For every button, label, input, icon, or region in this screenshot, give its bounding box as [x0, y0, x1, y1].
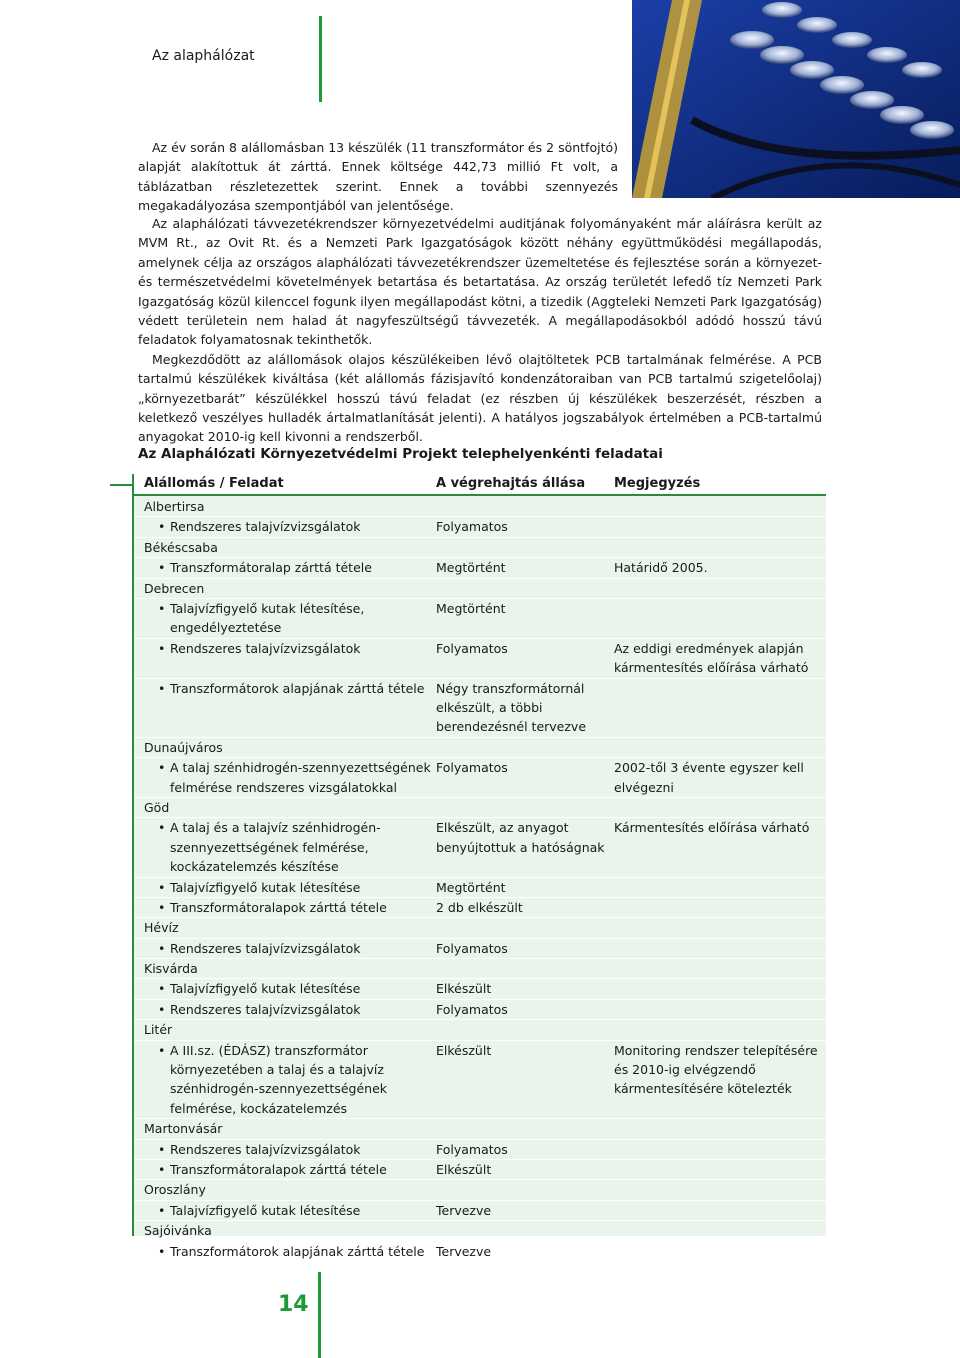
- site-row: Martonvásár: [134, 1119, 826, 1139]
- bullet-icon: •: [158, 1141, 166, 1157]
- status-cell: Elkészült, az anyagot benyújtottuk a hatóságnak: [436, 820, 605, 855]
- status-cell: Elkészült: [436, 1162, 492, 1177]
- task-row: [134, 517, 826, 537]
- task-cell: [156, 1160, 440, 1179]
- status-cell: Folyamatos: [436, 760, 508, 776]
- task-text: Rendszeres talajvízvizsgálatok: [170, 1141, 361, 1157]
- insulator-photo: [632, 0, 960, 198]
- header-divider: [319, 16, 322, 102]
- task-row: [134, 758, 826, 798]
- task-cell: [156, 558, 440, 577]
- task-cell: [156, 1201, 440, 1220]
- task-row: [134, 1242, 826, 1262]
- status-cell: Tervezve: [436, 1202, 492, 1218]
- task-row: [134, 878, 826, 898]
- task-text: A talaj és a talajvíz szénhidrogén-szennyezettségének felmérése, kockázatelemzés készítése: [170, 820, 381, 875]
- task-text: A III.sz. (ÉDÁSZ) transzformátor környezetében a talaj és a talajvíz szénhidrogén-szennyezettségének felmérése, kockázatelemzés: [170, 1042, 388, 1116]
- site-row: Litér: [134, 1020, 826, 1040]
- task-cell: [156, 939, 440, 958]
- status-cell: Folyamatos: [436, 519, 508, 535]
- site-row: Kisvárda: [134, 959, 826, 979]
- task-text: Rendszeres talajvízvizsgálatok: [170, 940, 361, 956]
- task-row: [134, 1041, 826, 1120]
- header-col-status: A végrehajtás állása: [436, 476, 586, 491]
- status-cell: Folyamatos: [436, 940, 508, 956]
- task-text: Transzformátoralapok zárttá tétele: [170, 899, 387, 915]
- body-paragraph-2: Megkezdődött az alállomások olajos készülékeiben lévő olajtöltetek PCB tartalmának felmérése. A PCB tartalmú készülékek kiváltása (két alállomás fázisjavító kondenzátoraiban van PCB tartalmú szigetelőolaj) „környezetbarát” készülékkel hosszú távú feladat (ez részben új készülékek beszerzését, részben a keletkező veszélyes hulladék ártalmatlanítását jelenti). A hatályos jogszabályok értelmében a PCB-tartalmú anyagokat 2010-ig kell kivonni a rendszerből.: [138, 351, 822, 445]
- task-row: [134, 1160, 826, 1180]
- status-cell: Elkészült: [436, 981, 492, 997]
- note-cell: Monitoring rendszer telepítésére és 2010-ig elvégzendő kármentesítésére kötelezték: [614, 1042, 818, 1097]
- task-text: Talajvízfigyelő kutak létesítése: [170, 879, 361, 895]
- task-row: [134, 1201, 826, 1221]
- bullet-icon: •: [158, 879, 166, 895]
- body-paragraph-1: Az alaphálózati távvezetékrendszer környezetvédelmi auditjának folyományaként már aláírásra került az MVM Rt., az Ovit Rt. és a Nemzeti Park Igazgatóságok között néhány együttműködési megállapodás, amelynek célja az országos alaphálózati távvezetékrendszer üzemeltetése és fejlesztése során a környezet- és természetvédelmi követelmények betartása és betartatása. Az ország területét lefedő tíz Nemzeti Park Igazgatóság közül kilenccel fogunk ilyen megállapodást kötni, a tizedik (Aggteleki Nemzeti Park Igazgatóság) védett területein nem halad át nagyfeszültségű távvezeték. A megállapodásokból adódó hosszú távú feladatok folyamatosnak tekinthetők.: [138, 216, 822, 348]
- status-cell: Tervezve: [436, 1243, 492, 1259]
- task-cell: [156, 1041, 440, 1119]
- task-text: Talajvízfigyelő kutak létesítése: [170, 1202, 361, 1218]
- status-cell: Folyamatos: [436, 1141, 508, 1157]
- task-row: [134, 898, 826, 918]
- task-cell: [156, 679, 440, 698]
- task-row: [134, 679, 826, 738]
- bullet-icon: •: [158, 600, 166, 616]
- task-text: Transzformátorok alapjának zárttá tétele: [170, 680, 425, 696]
- header-col-task: Alállomás / Feladat: [144, 476, 284, 491]
- site-row: Hévíz: [134, 918, 826, 938]
- task-cell: [156, 1242, 440, 1261]
- site-row: Oroszlány: [134, 1180, 826, 1200]
- task-text: Transzformátoralap zárttá tétele: [170, 560, 372, 576]
- header-col-note: Megjegyzés: [614, 476, 701, 491]
- status-cell: 2 db elkészült: [436, 899, 523, 915]
- task-text: Transzformátorok alapjának zárttá tétele: [170, 1243, 425, 1259]
- note-cell: Kármentesítés előírása várható: [614, 820, 810, 836]
- task-cell: [156, 517, 440, 536]
- bullet-icon: •: [158, 1202, 166, 1218]
- status-cell: Négy transzformátornál elkészült, a többi berendezésnél tervezve: [436, 680, 587, 735]
- bullet-icon: •: [158, 560, 166, 576]
- site-row: Sajóivánka: [134, 1221, 826, 1241]
- table-header: [134, 474, 826, 496]
- site-row: Debrecen: [134, 579, 826, 599]
- status-cell: Megtörtént: [436, 600, 506, 616]
- intro-paragraph: Az év során 8 alállomásban 13 készülék (11 transzformátor és 2 söntfojtó) alapját alakítottuk át zárttá. Ennek költsége 442,73 millió Ft volt, a táblázatban részletezettek szerint. Ennek a további szennyezés megakadályozása szempontjából van jelentősége.: [138, 140, 618, 214]
- bullet-icon: •: [158, 899, 166, 915]
- site-row: Göd: [134, 798, 826, 818]
- task-text: A talaj szénhidrogén-szennyezettségének felmérése rendszeres vizsgálatokkal: [170, 760, 431, 795]
- table-body: [134, 497, 826, 1262]
- task-cell: [156, 599, 440, 638]
- task-row: [134, 639, 826, 679]
- status-cell: Elkészült: [436, 1042, 492, 1058]
- status-cell: Folyamatos: [436, 640, 508, 656]
- insulator-photo-graphic: [632, 0, 960, 198]
- bullet-icon: •: [158, 680, 166, 696]
- task-text: Talajvízfigyelő kutak létesítése: [170, 981, 361, 997]
- bullet-icon: •: [158, 519, 166, 535]
- task-text: Rendszeres talajvízvizsgálatok: [170, 1001, 361, 1017]
- intro-text: [138, 138, 618, 216]
- bullet-icon: •: [158, 1243, 166, 1259]
- task-cell: [156, 758, 440, 797]
- note-cell: 2002-től 3 évente egyszer kell elvégezni: [614, 760, 804, 795]
- bullet-icon: •: [158, 1162, 166, 1177]
- status-cell: Megtörtént: [436, 879, 506, 895]
- task-row: [134, 1140, 826, 1160]
- site-row: Békéscsaba: [134, 538, 826, 558]
- tasks-table: [132, 474, 826, 1259]
- note-cell: Határidő 2005.: [614, 560, 708, 576]
- task-text: Rendszeres talajvízvizsgálatok: [170, 640, 361, 656]
- bullet-icon: •: [158, 940, 166, 956]
- task-row: [134, 558, 826, 578]
- task-row: [134, 599, 826, 639]
- task-cell: [156, 878, 440, 897]
- status-cell: Megtörtént: [436, 560, 506, 576]
- task-cell: [156, 1140, 440, 1159]
- site-row: Albertirsa: [134, 497, 826, 517]
- page-header-title: Az alaphálózat: [152, 48, 255, 64]
- bullet-icon: •: [158, 640, 166, 656]
- task-cell: [156, 1000, 440, 1019]
- body-text: [138, 214, 822, 447]
- task-cell: [156, 818, 440, 876]
- task-text: Transzformátoralapok zárttá tétele: [170, 1162, 387, 1177]
- status-cell: Folyamatos: [436, 1001, 508, 1017]
- table-left-accent: [110, 484, 134, 486]
- bullet-icon: •: [158, 760, 166, 776]
- bullet-icon: •: [158, 1042, 166, 1058]
- task-text: Talajvízfigyelő kutak létesítése, engedélyeztetése: [170, 600, 365, 636]
- bullet-icon: •: [158, 981, 166, 997]
- bullet-icon: •: [158, 1001, 166, 1017]
- site-row: Dunaújváros: [134, 738, 826, 758]
- table-title: Az Alaphálózati Környezetvédelmi Projekt telephelyenkénti feladatai: [138, 446, 663, 462]
- footer-divider: [318, 1272, 321, 1358]
- task-row: [134, 979, 826, 999]
- note-cell: Az eddigi eredmények alapján kármentesítés előírása várható: [614, 640, 809, 676]
- task-text: Rendszeres talajvízvizsgálatok: [170, 519, 361, 535]
- page-number: 14: [278, 1292, 309, 1317]
- task-cell: [156, 898, 440, 917]
- task-cell: [156, 639, 440, 658]
- task-cell: [156, 979, 440, 998]
- task-row: [134, 939, 826, 959]
- task-row: [134, 818, 826, 877]
- bullet-icon: •: [158, 820, 166, 836]
- task-row: [134, 1000, 826, 1020]
